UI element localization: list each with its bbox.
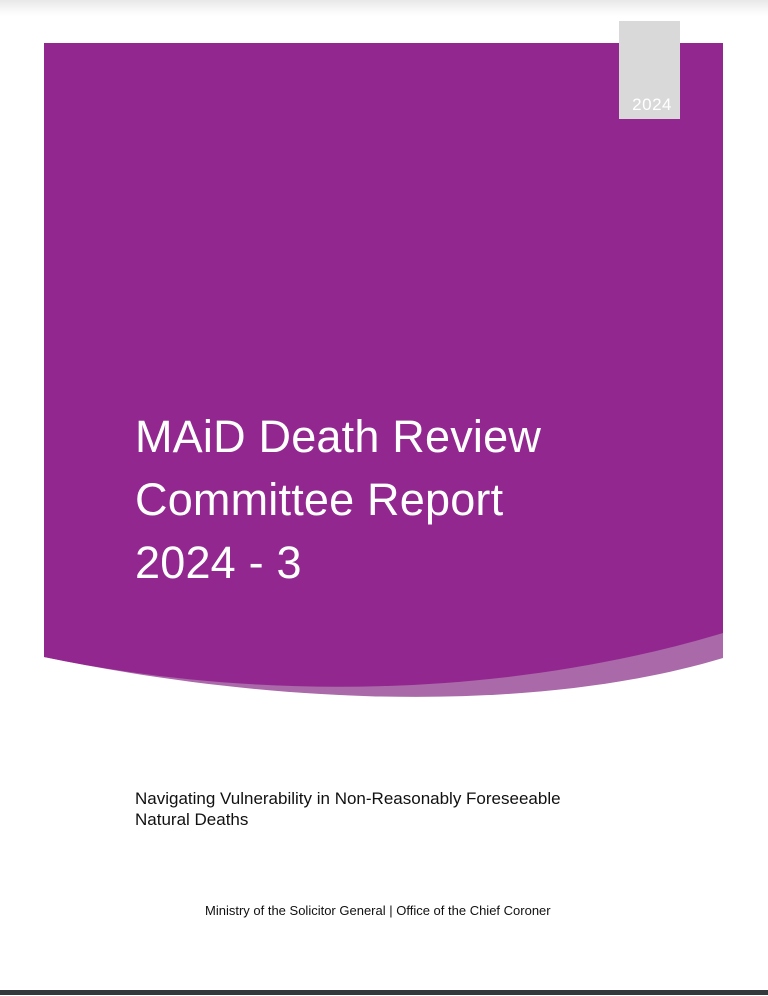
report-subtitle — [135, 788, 561, 830]
year-tab — [619, 21, 680, 119]
ministry-footer-text: Ministry of the Solicitor General | Office of the Chief Coroner — [205, 903, 551, 918]
report-title — [135, 405, 541, 594]
year-tab-label: 2024 — [632, 95, 672, 114]
report-title-line-1: MAiD Death Review — [135, 411, 542, 462]
report-subtitle-line-2: Natural Deaths — [135, 810, 249, 829]
report-title-line-2: Committee Report — [135, 474, 504, 525]
top-shadow-gradient — [0, 0, 768, 16]
report-title-line-3: 2024 - 3 — [135, 537, 302, 588]
purple-cover-panel — [44, 43, 723, 703]
report-subtitle-line-1: Navigating Vulnerability in Non-Reasonably Foreseeable — [135, 789, 561, 808]
bottom-edge-bar — [0, 990, 768, 995]
